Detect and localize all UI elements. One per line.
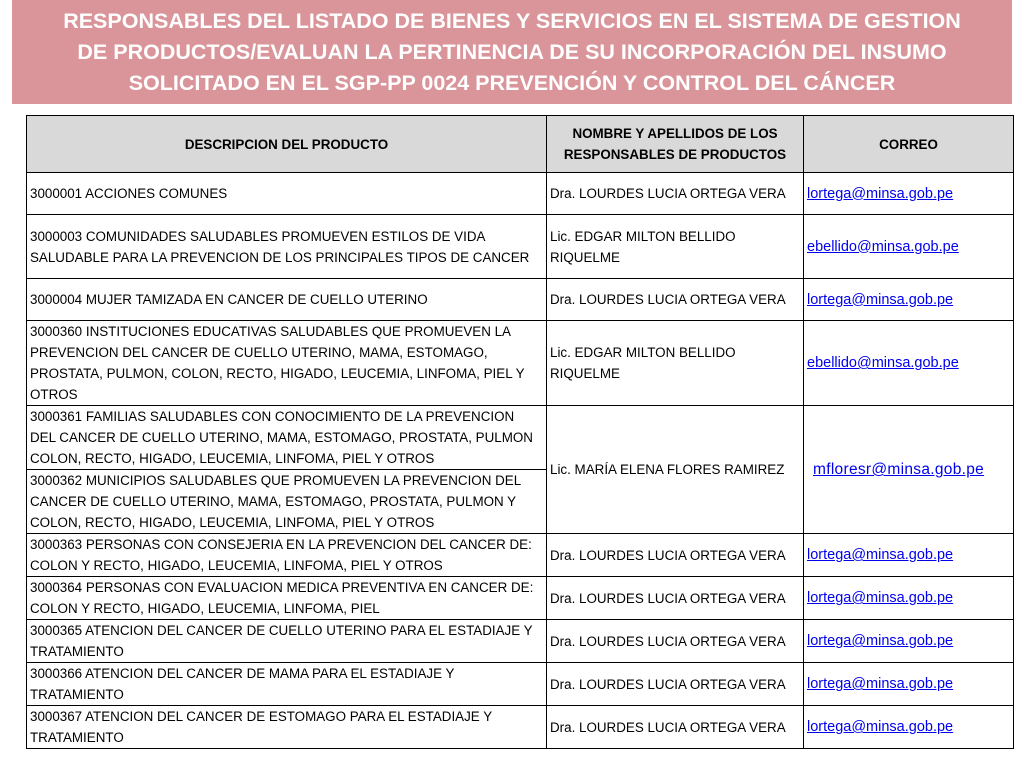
cell-responsable: Dra. LOURDES LUCIA ORTEGA VERA xyxy=(547,706,804,749)
table-row xyxy=(27,215,1014,279)
email-link[interactable]: lortega@minsa.gob.pe xyxy=(807,676,954,692)
cell-responsable: Dra. LOURDES LUCIA ORTEGA VERA xyxy=(547,663,804,706)
cell-responsable: Dra. LOURDES LUCIA ORTEGA VERA xyxy=(547,534,804,577)
table-row xyxy=(27,706,1014,749)
email-link[interactable]: ebellido@minsa.gob.pe xyxy=(807,355,959,371)
cell-responsable: Dra. LOURDES LUCIA ORTEGA VERA xyxy=(547,577,804,620)
email-link[interactable]: lortega@minsa.gob.pe xyxy=(807,547,954,563)
email-link[interactable]: mfloresr@minsa.gob.pe xyxy=(813,461,985,478)
cell-descripcion: 3000366 ATENCION DEL CANCER DE MAMA PARA EL ESTADIAJE Y TRATAMIENTO xyxy=(27,663,547,706)
email-link[interactable]: lortega@minsa.gob.pe xyxy=(807,291,954,308)
title-line-1: RESPONSABLES DEL LISTADO DE BIENES Y SERVICIOS EN EL SISTEMA DE GESTION xyxy=(63,9,961,33)
header-responsables: NOMBRE Y APELLIDOS DE LOS RESPONSABLES DE PRODUCTOS xyxy=(547,116,804,173)
cell-responsable: Lic. EDGAR MILTON BELLIDO RIQUELME xyxy=(547,321,804,406)
cell-descripcion: 3000362 MUNICIPIOS SALUDABLES QUE PROMUEVEN LA PREVENCION DEL CANCER DE CUELLO UTERINO, MAMA, ESTOMAGO, PROSTATA, PULMON Y COLON, RECTO, HIGADO, LEUCEMIA, LINFOMA, PIEL Y OTROS xyxy=(27,470,547,534)
email-link[interactable]: lortega@minsa.gob.pe xyxy=(807,719,954,735)
table-row xyxy=(27,279,1014,321)
cell-responsable: Dra. LOURDES LUCIA ORTEGA VERA xyxy=(547,279,804,321)
cell-descripcion: 3000367 ATENCION DEL CANCER DE ESTOMAGO PARA EL ESTADIAJE Y TRATAMIENTO xyxy=(27,706,547,749)
table-header-row xyxy=(27,116,1014,173)
table-row xyxy=(27,406,1014,470)
title-banner xyxy=(12,0,1012,104)
email-link[interactable]: lortega@minsa.gob.pe xyxy=(807,590,954,606)
table-row xyxy=(27,534,1014,577)
header-correo: CORREO xyxy=(804,116,1014,173)
header-descripcion: DESCRIPCION DEL PRODUCTO xyxy=(27,116,547,173)
cell-descripcion: 3000365 ATENCION DEL CANCER DE CUELLO UTERINO PARA EL ESTADIAJE Y TRATAMIENTO xyxy=(27,620,547,663)
cell-descripcion: 3000001 ACCIONES COMUNES xyxy=(27,173,547,215)
cell-responsable: Lic. EDGAR MILTON BELLIDO RIQUELME xyxy=(547,215,804,279)
email-link[interactable]: lortega@minsa.gob.pe xyxy=(807,633,954,649)
table-row xyxy=(27,173,1014,215)
table-row xyxy=(27,663,1014,706)
cell-descripcion: 3000364 PERSONAS CON EVALUACION MEDICA PREVENTIVA EN CANCER DE: COLON Y RECTO, HIGADO, LEUCEMIA, LINFOMA, PIEL xyxy=(27,577,547,620)
responsables-table xyxy=(26,115,1014,749)
cell-descripcion: 3000360 INSTITUCIONES EDUCATIVAS SALUDABLES QUE PROMUEVEN LA PREVENCION DEL CANCER DE CUELLO UTERINO, MAMA, ESTOMAGO, PROSTATA, PULMON, COLON, RECTO, HIGADO, LEUCEMIA, LINFOMA, PIEL Y OTROS xyxy=(27,321,547,406)
cell-responsable: Dra. LOURDES LUCIA ORTEGA VERA xyxy=(547,173,804,215)
title-line-2: DE PRODUCTOS/EVALUAN LA PERTINENCIA DE SU INCORPORACIÓN DEL INSUMO xyxy=(77,40,947,64)
cell-descripcion: 3000004 MUJER TAMIZADA EN CANCER DE CUELLO UTERINO xyxy=(27,279,547,321)
email-link[interactable]: lortega@minsa.gob.pe xyxy=(807,185,954,202)
table-row xyxy=(27,321,1014,406)
cell-descripcion: 3000361 FAMILIAS SALUDABLES CON CONOCIMIENTO DE LA PREVENCION DEL CANCER DE CUELLO UTERINO, MAMA, ESTOMAGO, PROSTATA, PULMON COLON, RECTO, HIGADO, LEUCEMIA, LINFOMA, PIEL Y OTROS xyxy=(27,406,547,470)
cell-responsable-merged: Lic. MARÍA ELENA FLORES RAMIREZ xyxy=(547,406,804,534)
title-line-3: SOLICITADO EN EL SGP-PP 0024 PREVENCIÓN Y CONTROL DEL CÁNCER xyxy=(128,71,896,95)
cell-descripcion: 3000003 COMUNIDADES SALUDABLES PROMUEVEN ESTILOS DE VIDA SALUDABLE PARA LA PREVENCION DE LOS PRINCIPALES TIPOS DE CANCER xyxy=(27,215,547,279)
email-link[interactable]: ebellido@minsa.gob.pe xyxy=(807,238,959,255)
table-row xyxy=(27,577,1014,620)
cell-responsable: Dra. LOURDES LUCIA ORTEGA VERA xyxy=(547,620,804,663)
cell-descripcion: 3000363 PERSONAS CON CONSEJERIA EN LA PREVENCION DEL CANCER DE: COLON Y RECTO, HIGADO, LEUCEMIA, LINFOMA, PIEL Y OTROS xyxy=(27,534,547,577)
table-row xyxy=(27,620,1014,663)
